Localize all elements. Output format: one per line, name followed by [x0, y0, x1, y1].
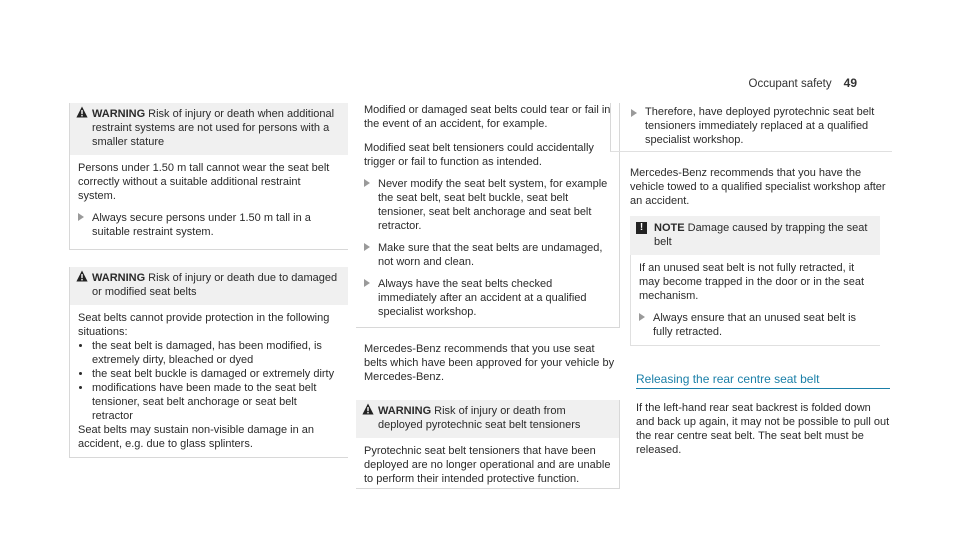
warning-label: WARNING: [378, 405, 432, 417]
warning-triangle-icon: [76, 106, 88, 118]
paragraph: If the left-hand rear seat backrest is folded down and back up again, it may not be possible to pull out the rear centre seat belt. The seat belt must be released.: [636, 402, 890, 456]
arrow-bullet-icon: [631, 109, 637, 117]
list-item: • the seat belt buckle is damaged or extremely dirty: [92, 367, 340, 381]
action-item: Always secure persons under 1.50 m tall in a suitable restraint system.: [92, 212, 311, 238]
warning-text: Risk of injury or death due to damaged or modified seat belts: [92, 272, 338, 298]
action-item: Never modify the seat belt system, for example the seat belt, seat belt buckle, seat belt tensioner, seat belt anchorage and seat belt retractor.: [378, 178, 608, 232]
warning-triangle-icon: [362, 403, 374, 415]
action-item: Always ensure that an unused seat belt is fully retracted.: [653, 312, 857, 338]
column-3: [610, 103, 892, 457]
note-label: NOTE: [654, 222, 685, 234]
warning-continuation: [610, 103, 892, 152]
column-2: [356, 103, 620, 489]
action-item: Always have the seat belts checked immediately after an accident at a qualified specialist workshop.: [378, 278, 587, 318]
notice-icon: !: [636, 222, 647, 234]
warning-body: Pyrotechnic seat belt tensioners that have been deployed are no longer operational and are unable to perform their intended protective function.: [364, 445, 611, 485]
list-item: • the seat belt is damaged, has been modified, is extremely dirty, bleached or dyed: [92, 339, 340, 367]
list-item: • modifications have been made to the seat belt tensioner, seat belt anchorage or seat belt retractor: [92, 381, 340, 423]
paragraph: Mercedes-Benz recommends that you have the vehicle towed to a qualified specialist workshop after an accident.: [630, 167, 886, 207]
arrow-bullet-icon: [364, 243, 370, 251]
warning-text: Risk of injury or death from deployed pyrotechnic seat belt tensioners: [378, 405, 581, 431]
warning-box-damaged-belts: [69, 267, 348, 458]
arrow-bullet-icon: [364, 179, 370, 187]
section-heading: Releasing the rear centre seat belt: [636, 372, 890, 389]
warning-header: [356, 400, 619, 438]
warning-continuation: [356, 103, 620, 328]
warning-body: Seat belts cannot provide protection in the following situations:: [78, 312, 330, 338]
paragraph: Modified seat belt tensioners could accidentally trigger or fail to function as intended.: [364, 142, 594, 168]
warning-box-pyrotechnic: [356, 400, 620, 489]
note-text: Damage caused by trapping the seat belt: [654, 222, 868, 248]
warning-triangle-icon: [76, 270, 88, 282]
column-1: [69, 103, 348, 458]
note-body: If an unused seat belt is not fully retracted, it may become trapped in the door or in the seat mechanism.: [639, 262, 865, 302]
warning-body-end: Seat belts may sustain non-visible damage in an accident, e.g. due to glass splinters.: [78, 424, 315, 450]
warning-text: Risk of injury or death when additional restraint systems are not used for persons with a smaller stature: [92, 108, 335, 148]
note-box: [630, 216, 880, 346]
warning-label: WARNING: [92, 108, 146, 120]
arrow-bullet-icon: [364, 279, 370, 287]
warning-box-stature: [69, 103, 348, 250]
warning-body: Persons under 1.50 m tall cannot wear the seat belt correctly without a suitable additional restraint system.: [78, 162, 330, 202]
action-item: Make sure that the seat belts are undamaged, not worn and clean.: [378, 242, 603, 268]
arrow-bullet-icon: [639, 313, 645, 321]
action-item: Therefore, have deployed pyrotechnic seat belt tensioners immediately replaced at a qualified specialist workshop.: [645, 106, 875, 146]
paragraph: Mercedes-Benz recommends that you use seat belts which have been approved for your vehicle by Mercedes-Benz.: [364, 343, 615, 383]
warning-label: WARNING: [92, 272, 146, 284]
section-title: Occupant safety: [748, 78, 832, 90]
page-number: 49: [843, 76, 857, 90]
warning-header: [70, 103, 348, 155]
page-header: [749, 76, 857, 90]
warning-header: [70, 267, 348, 305]
paragraph: Modified or damaged seat belts could tear or fail in the event of an accident, for example.: [364, 104, 611, 130]
note-header: [630, 216, 880, 255]
situation-list: [78, 339, 340, 423]
arrow-bullet-icon: [78, 213, 84, 221]
